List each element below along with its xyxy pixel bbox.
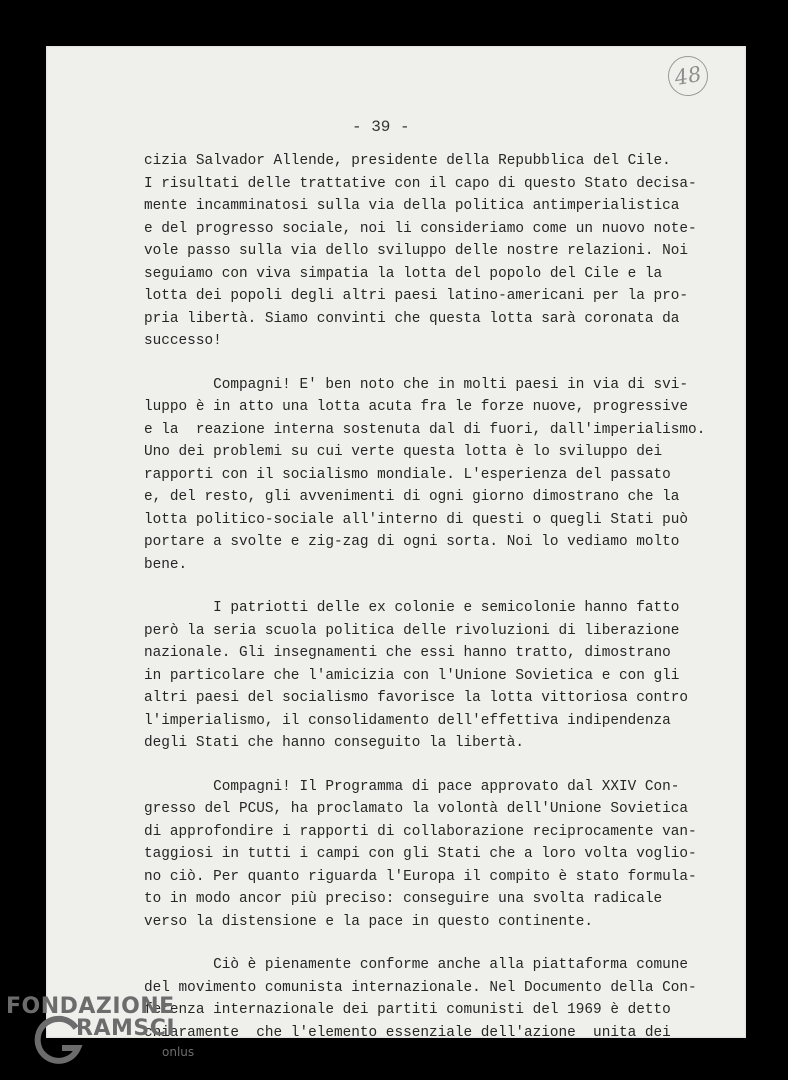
text-line: verso la distensione e la pace in questo continente. — [144, 913, 594, 930]
text-line: degli Stati che hanno conseguito la libertà. — [144, 735, 524, 751]
paragraph-3 — [144, 597, 714, 755]
text-line: lotta dei popoli degli altri paesi latino-americani per la pro- — [144, 288, 689, 304]
text-line: l'imperialismo, il consolidamento dell'effettiva indipendenza — [144, 712, 671, 729]
text-line: in particolare che l'amicizia con l'Unione Sovietica e con gli — [144, 667, 680, 684]
text-line: chiaramente che l'elemento essenziale dell'azione unita dei — [144, 1024, 671, 1041]
text-line: rapporti con il socialismo mondiale. L'esperienza del passato — [144, 466, 671, 483]
text-line: e la reazione interna sostenuta dal di fuori, dall'imperialismo. — [144, 421, 706, 438]
text-line: vole passo sulla via dello sviluppo delle nostre relazioni. Noi — [144, 243, 689, 259]
folio-number: 48 — [665, 53, 711, 99]
text-line: Ciò è pienamente conforme anche alla piattaforma comune — [144, 957, 689, 973]
text-line: Compagni! E' ben noto che in molti paesi in via di svi- — [144, 376, 689, 393]
watermark-line-1: FONDAZIONE — [6, 994, 175, 1019]
text-line: portare a svolte e zig-zag di ogni sorta. Noi lo vediamo molto — [144, 534, 680, 550]
text-line: del movimento comunista internazionale. Nel Documento della Con- — [144, 979, 697, 996]
text-line: to in modo ancor più preciso: conseguire una svolta radicale — [144, 891, 663, 907]
page-number: - 39 - — [352, 118, 410, 136]
text-line: e, del resto, gli avvenimenti di ogni giorno dimostrano che la — [144, 489, 680, 505]
text-line: Compagni! Il Programma di pace approvato dal XXIV Con- — [144, 778, 680, 795]
text-line: taggiosi in tutti i campi con gli Stati che a loro volta voglio- — [144, 846, 697, 862]
watermark-line-3: onlus — [162, 1045, 195, 1059]
paragraph-2 — [144, 374, 714, 577]
text-line: successo! — [144, 333, 222, 349]
text-line: e del progresso sociale, noi li consideriamo come un nuovo note- — [144, 220, 697, 237]
text-line: seguiamo con viva simpatia la lotta del popolo del Cile e la — [144, 265, 663, 282]
text-line: I patriotti delle ex colonie e semicolonie hanno fatto — [144, 600, 680, 616]
watermark-line-2: RAMSCI — [76, 1016, 176, 1041]
text-line: bene. — [144, 556, 188, 573]
text-line: però la seria scuola politica delle rivoluzioni di liberazione — [144, 622, 680, 639]
text-line: I risultati delle trattative con il capo di questo Stato decisa- — [144, 175, 697, 192]
fondazione-gramsci-watermark — [6, 994, 206, 1074]
paragraph-4 — [144, 776, 714, 934]
text-line: lotta politico-sociale all'interno di questi o quegli Stati può — [144, 511, 689, 528]
text-line: cizia Salvador Allende, presidente della Repubblica del Cile. — [144, 153, 671, 169]
text-line: nazionale. Gli insegnamenti che essi hanno tratto, dimostrano — [144, 645, 671, 661]
text-line: di approfondire i rapporti di collaborazione reciprocamente van- — [144, 823, 697, 840]
text-line: no ciò. Per quanto riguarda l'Europa il compito è stato formula- — [144, 868, 697, 885]
text-line: luppo è in atto una lotta acuta fra le forze nuove, progressive — [144, 399, 689, 415]
paragraph-1 — [144, 150, 714, 353]
text-line: altri paesi del socialismo favorisce la lotta vittoriosa contro — [144, 690, 689, 706]
text-line: mente incamminatosi sulla via della politica antimperialistica — [144, 198, 680, 214]
paragraph-5 — [144, 954, 714, 1044]
text-line: pria libertà. Siamo convinti che questa lotta sarà coronata da — [144, 310, 680, 327]
document-body — [144, 150, 714, 1044]
text-line: gresso del PCUS, ha proclamato la volontà dell'Unione Sovietica — [144, 801, 689, 817]
text-line: Uno dei problemi su cui verte questa lotta è lo sviluppo dei — [144, 444, 663, 460]
text-line: ferenza internazionale dei partiti comunisti del 1969 è detto — [144, 1002, 671, 1018]
